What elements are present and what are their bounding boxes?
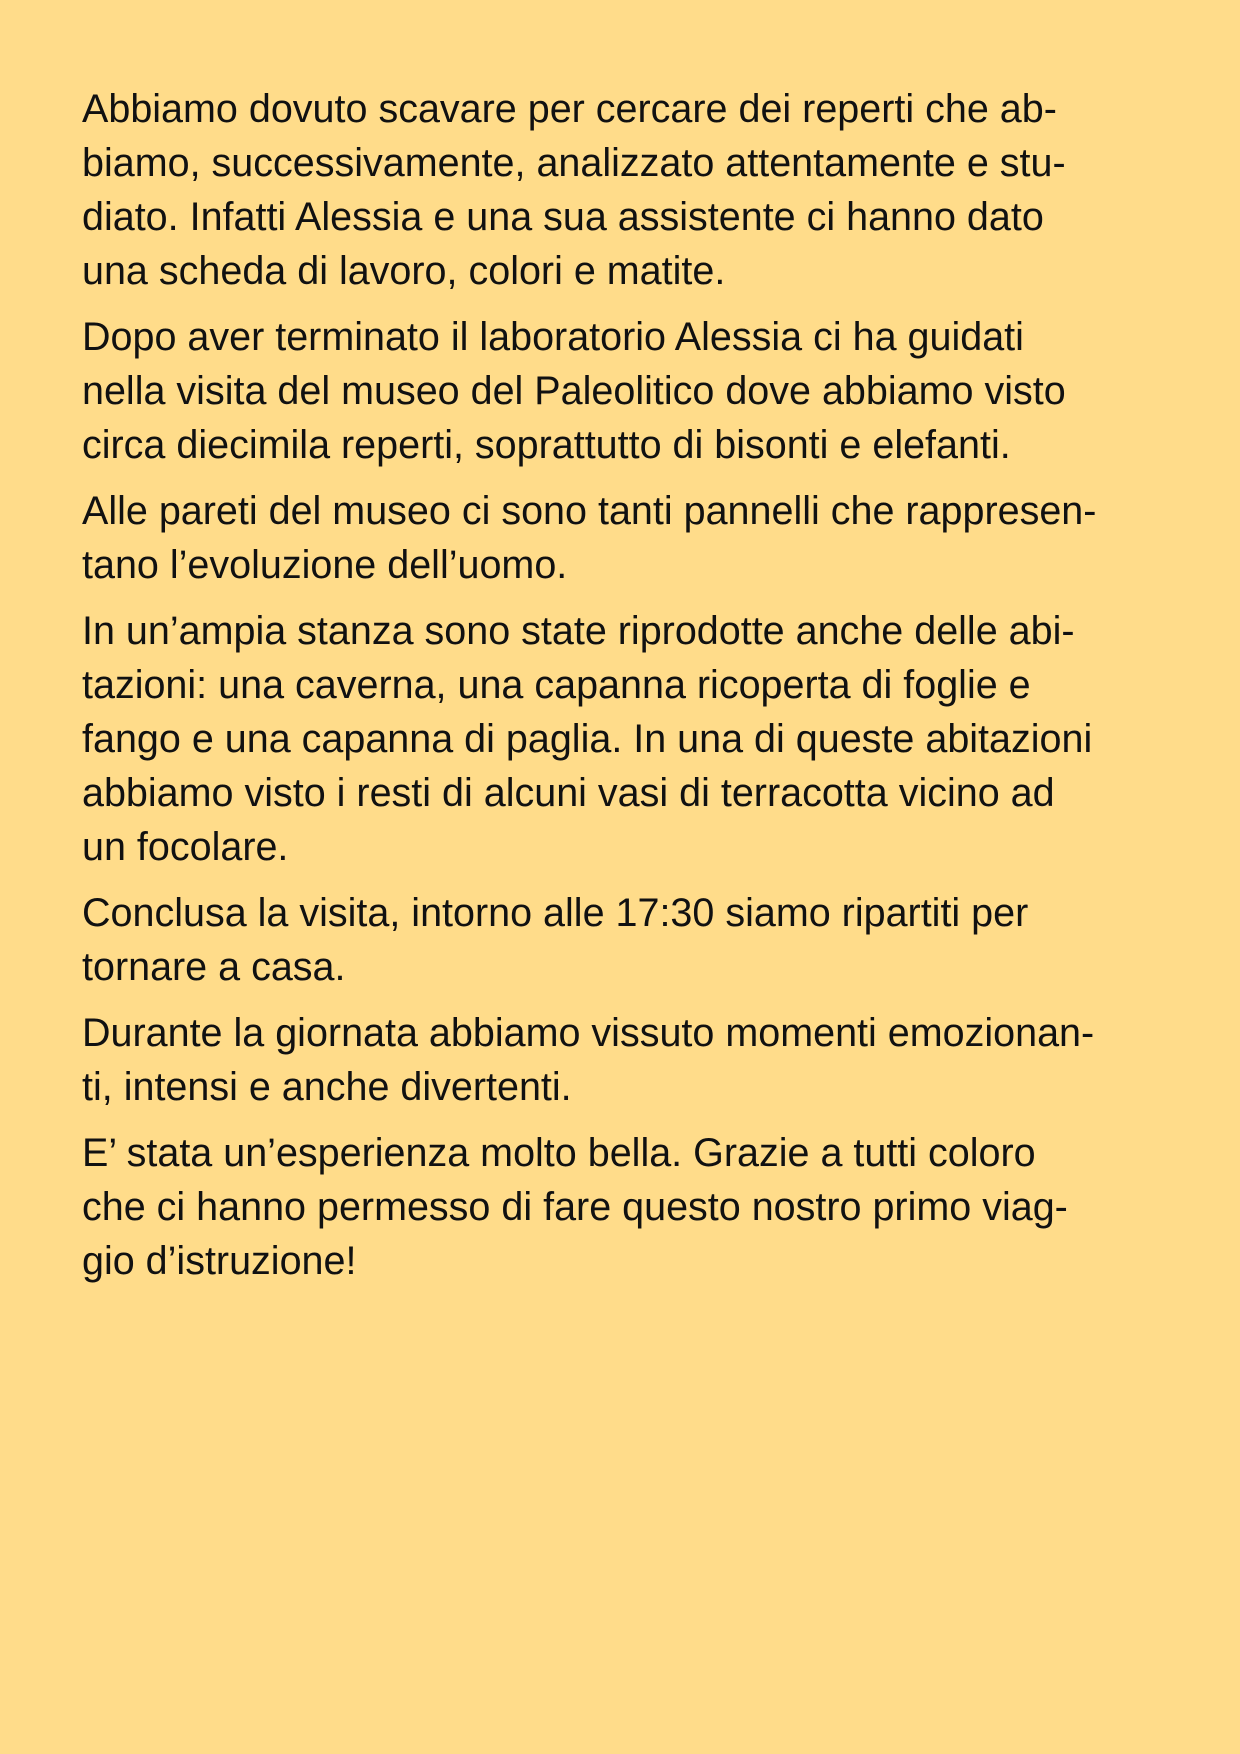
paragraph-day-moments: Durante la giornata abbiamo vissuto momenti emozionan- ti, intensi e anche divertenti. <box>82 1011 1095 1109</box>
paragraph-museum-visit: Dopo aver terminato il laboratorio Alessia ci ha guidati nella visita del museo del Paleolitico dove abbiamo visto circa diecimila reperti, soprattutto di bisonti e elefanti. <box>82 315 1066 467</box>
paragraph-excavation: Abbiamo dovuto scavare per cercare dei reperti che ab- biamo, successivamente, analizzato attentamente e stu- diato. Infatti Alessia e una sua assistente ci hanno dato una scheda di lavoro, colori e matite. <box>82 87 1066 293</box>
paragraph-wall-panels: Alle pareti del museo ci sono tanti pannelli che rappresen- tano l’evoluzione dell’uomo. <box>82 489 1097 587</box>
paragraph-return-home: Conclusa la visita, intorno alle 17:30 siamo ripartiti per tornare a casa. <box>82 891 1029 989</box>
paragraph-dwellings: In un’ampia stanza sono state riprodotte anche delle abi- tazioni: una caverna, una capanna ricoperta di foglie e fango e una capanna di paglia. In una di queste abitazioni abbiamo visto i resti di alcuni vasi di terracotta vicino ad un focolare. <box>82 609 1093 869</box>
paragraph-thanks: E’ stata un’esperienza molto bella. Grazie a tutti coloro che ci hanno permesso di fare questo nostro primo viag- gio d’istruzione! <box>82 1131 1068 1283</box>
body-text <box>82 82 1154 1288</box>
